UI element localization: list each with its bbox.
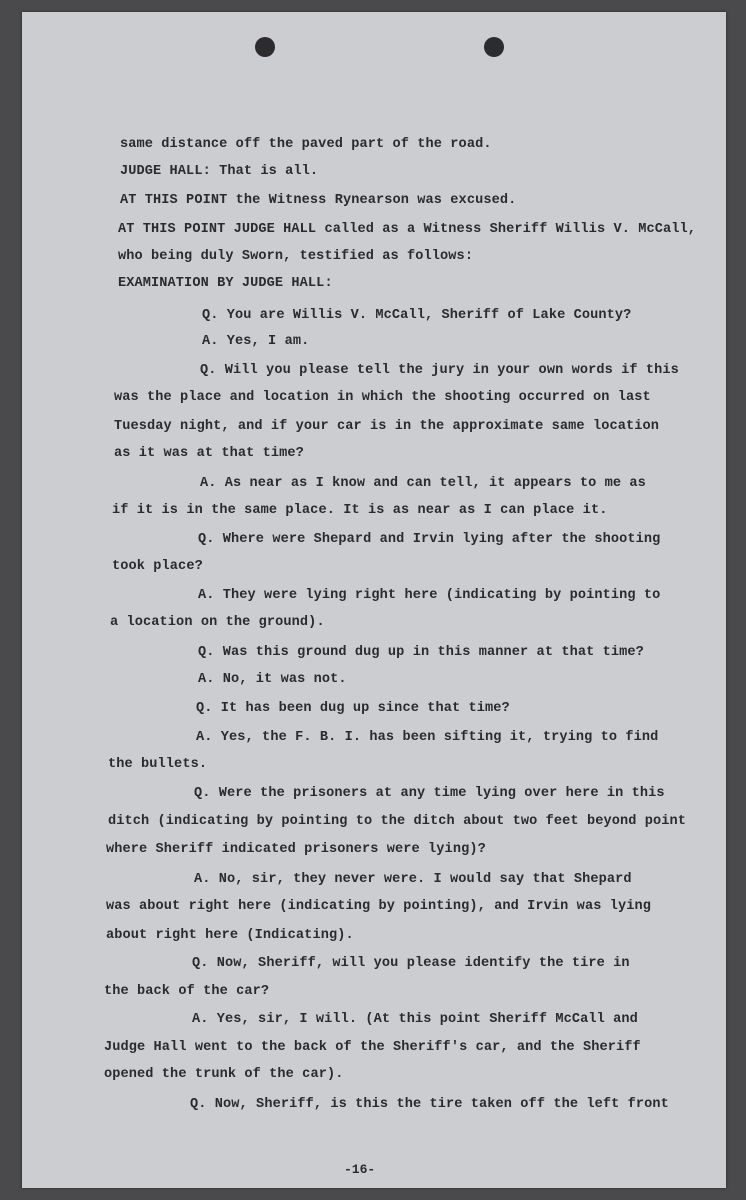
page-number: -16- — [344, 1162, 376, 1177]
transcript-body — [22, 12, 726, 1188]
text-line: A. No, it was not. — [198, 672, 347, 687]
document-page — [22, 12, 726, 1188]
text-line: Q. Was this ground dug up in this manner at that time? — [198, 645, 644, 660]
text-line: a location on the ground). — [110, 615, 325, 630]
text-line: A. Yes, I am. — [202, 334, 310, 349]
text-line: opened the trunk of the car). — [104, 1067, 344, 1082]
text-line: JUDGE HALL: That is all. — [120, 164, 319, 179]
text-line: Q. It has been dug up since that time? — [196, 701, 510, 716]
text-line: A. Yes, sir, I will. (At this point Sheriff McCall and — [192, 1012, 638, 1027]
text-line: if it is in the same place. It is as near as I can place it. — [112, 503, 608, 518]
text-line: Q. Where were Shepard and Irvin lying after the shooting — [198, 532, 661, 547]
text-line: was the place and location in which the shooting occurred on last — [114, 390, 651, 405]
text-line: as it was at that time? — [114, 446, 304, 461]
text-line: A. They were lying right here (indicating by pointing to — [198, 588, 661, 603]
text-line: was about right here (indicating by pointing), and Irvin was lying — [106, 899, 651, 914]
text-line: A. No, sir, they never were. I would say that Shepard — [194, 872, 632, 887]
text-line: A. As near as I know and can tell, it appears to me as — [200, 476, 646, 491]
text-line: Q. You are Willis V. McCall, Sheriff of Lake County? — [202, 308, 632, 323]
text-line: ditch (indicating by pointing to the ditch about two feet beyond point — [108, 814, 687, 829]
text-line: the back of the car? — [104, 984, 270, 999]
text-line: Q. Now, Sheriff, is this the tire taken off the left front — [190, 1097, 669, 1112]
text-line: Q. Will you please tell the jury in your own words if this — [200, 363, 679, 378]
text-line: AT THIS POINT the Witness Rynearson was excused. — [120, 193, 517, 208]
text-line: Q. Were the prisoners at any time lying over here in this — [194, 786, 665, 801]
text-line: Q. Now, Sheriff, will you please identify the tire in — [192, 956, 630, 971]
text-line: Tuesday night, and if your car is in the approximate same location — [114, 419, 659, 434]
text-line: took place? — [112, 559, 203, 574]
text-line: about right here (Indicating). — [106, 928, 354, 943]
text-line: who being duly Sworn, testified as follows: — [118, 249, 474, 264]
text-line: EXAMINATION BY JUDGE HALL: — [118, 276, 333, 291]
text-line: Judge Hall went to the back of the Sheriff's car, and the Sheriff — [104, 1040, 641, 1055]
text-line: A. Yes, the F. B. I. has been sifting it, trying to find — [196, 730, 659, 745]
text-line: AT THIS POINT JUDGE HALL called as a Witness Sheriff Willis V. McCall, — [118, 222, 697, 237]
text-line: where Sheriff indicated prisoners were lying)? — [106, 842, 486, 857]
text-line: the bullets. — [108, 757, 208, 772]
text-line: same distance off the paved part of the road. — [120, 137, 492, 152]
